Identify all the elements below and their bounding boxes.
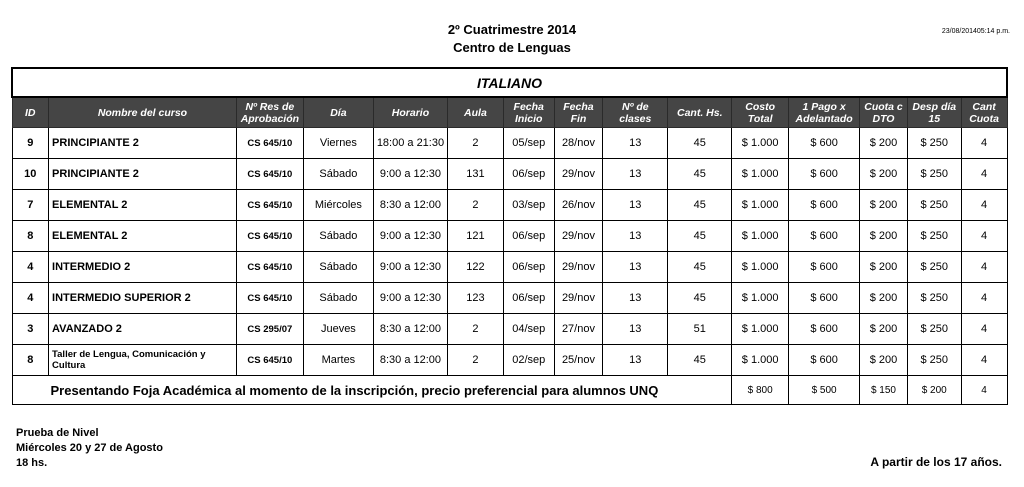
table-cell: 13: [603, 190, 668, 221]
table-cell: $ 600: [789, 345, 860, 376]
table-row: [12, 128, 1007, 159]
table-cell: 26/nov: [554, 190, 603, 221]
table-cell: Miércoles: [303, 190, 373, 221]
table-cell: 02/sep: [503, 345, 554, 376]
table-cell: 9:00 a 12:30: [373, 252, 447, 283]
table-cell: $ 1.000: [732, 190, 789, 221]
column-header: Desp día 15: [907, 97, 961, 128]
table-cell: 13: [603, 128, 668, 159]
age-requirement: A partir de los 17 años.: [870, 455, 1002, 469]
table-cell: 2: [448, 345, 504, 376]
table-cell: INTERMEDIO 2: [49, 252, 237, 283]
table-cell: 3: [12, 314, 49, 345]
table-cell: 131: [448, 159, 504, 190]
table-cell: 2: [448, 190, 504, 221]
table-cell: Sábado: [303, 283, 373, 314]
table-cell: $ 1.000: [732, 283, 789, 314]
table-cell: 25/nov: [554, 345, 603, 376]
table-cell: 27/nov: [554, 314, 603, 345]
level-test-info: [16, 426, 163, 471]
table-cell: $ 600: [789, 314, 860, 345]
table-cell: 18:00 a 21:30: [373, 128, 447, 159]
column-header: Nº de clases: [603, 97, 668, 128]
table-row: [12, 221, 1007, 252]
table-cell: 4: [961, 159, 1007, 190]
column-header: Horario: [373, 97, 447, 128]
table-cell: 06/sep: [503, 159, 554, 190]
table-cell: $ 250: [907, 345, 961, 376]
table-cell: $ 600: [789, 283, 860, 314]
table-cell: CS 645/10: [236, 159, 303, 190]
table-cell: CS 645/10: [236, 128, 303, 159]
footer-value: $ 200: [907, 376, 961, 405]
level-test-title: Prueba de Nivel: [16, 427, 99, 439]
column-header: Nº Res de Aprobación: [236, 97, 303, 128]
table-cell: $ 250: [907, 221, 961, 252]
table-cell: $ 200: [860, 314, 908, 345]
footer-value: $ 500: [789, 376, 860, 405]
level-test-dates: Miércoles 20 y 27 de Agosto: [16, 442, 163, 454]
table-row: [12, 252, 1007, 283]
table-cell: ELEMENTAL 2: [49, 190, 237, 221]
document-subtitle: Centro de Lenguas: [453, 40, 571, 55]
table-cell: 9:00 a 12:30: [373, 283, 447, 314]
table-cell: $ 250: [907, 314, 961, 345]
table-cell: 8:30 a 12:00: [373, 314, 447, 345]
table-cell: 4: [12, 283, 49, 314]
table-cell: $ 1.000: [732, 159, 789, 190]
table-cell: 8:30 a 12:00: [373, 190, 447, 221]
table-cell: PRINCIPIANTE 2: [49, 159, 237, 190]
table-footer-row: [12, 376, 1007, 405]
column-header: 1 Pago x Adelantado: [789, 97, 860, 128]
table-cell: 13: [603, 159, 668, 190]
table-cell: 28/nov: [554, 128, 603, 159]
table-cell: $ 200: [860, 128, 908, 159]
table-cell: 45: [668, 128, 732, 159]
column-header: Cuota c DTO: [860, 97, 908, 128]
table-cell: 06/sep: [503, 283, 554, 314]
table-cell: 4: [961, 283, 1007, 314]
table-title: ITALIANO: [12, 68, 1007, 97]
table-cell: $ 200: [860, 190, 908, 221]
table-cell: 29/nov: [554, 252, 603, 283]
table-cell: $ 250: [907, 159, 961, 190]
table-cell: $ 1.000: [732, 252, 789, 283]
table-cell: 8:30 a 12:00: [373, 345, 447, 376]
table-header-row: [12, 97, 1007, 128]
table-cell: Jueves: [303, 314, 373, 345]
table-cell: 45: [668, 283, 732, 314]
table-row: [12, 345, 1007, 376]
table-cell: 4: [12, 252, 49, 283]
table-cell: 4: [961, 252, 1007, 283]
table-cell: $ 250: [907, 190, 961, 221]
table-cell: 2: [448, 314, 504, 345]
table-cell: AVANZADO 2: [49, 314, 237, 345]
table-cell: Sábado: [303, 252, 373, 283]
table-row: [12, 190, 1007, 221]
table-cell: 2: [448, 128, 504, 159]
table-cell: 45: [668, 159, 732, 190]
table-cell: 4: [961, 221, 1007, 252]
table-cell: ELEMENTAL 2: [49, 221, 237, 252]
table-cell: 45: [668, 190, 732, 221]
table-cell: $ 1.000: [732, 314, 789, 345]
column-header: Aula: [448, 97, 504, 128]
table-cell: 8: [12, 345, 49, 376]
table-cell: $ 600: [789, 190, 860, 221]
table-cell: $ 600: [789, 252, 860, 283]
table-cell: Martes: [303, 345, 373, 376]
table-cell: CS 295/07: [236, 314, 303, 345]
column-header: Nombre del curso: [49, 97, 237, 128]
table-cell: 9:00 a 12:30: [373, 221, 447, 252]
table-cell: 9: [12, 128, 49, 159]
table-cell: $ 200: [860, 345, 908, 376]
table-cell: 123: [448, 283, 504, 314]
table-cell: $ 600: [789, 128, 860, 159]
table-cell: 06/sep: [503, 221, 554, 252]
table-cell: Sábado: [303, 159, 373, 190]
table-cell: 51: [668, 314, 732, 345]
table-cell: CS 645/10: [236, 283, 303, 314]
table-cell: CS 645/10: [236, 252, 303, 283]
footer-value: $ 800: [732, 376, 789, 405]
column-header: ID: [12, 97, 49, 128]
table-cell: 03/sep: [503, 190, 554, 221]
table-row: [12, 283, 1007, 314]
table-cell: 45: [668, 252, 732, 283]
table-cell: 4: [961, 314, 1007, 345]
column-header: Costo Total: [732, 97, 789, 128]
table-cell: $ 1.000: [732, 128, 789, 159]
table-row: [12, 159, 1007, 190]
table-cell: $ 200: [860, 283, 908, 314]
preferential-price-note: Presentando Foja Académica al momento de la inscripción, precio preferencial para alumnos UNQ: [12, 376, 732, 405]
column-header: Cant Cuota: [961, 97, 1007, 128]
table-cell: CS 645/10: [236, 221, 303, 252]
table-cell: 8: [12, 221, 49, 252]
table-cell: 4: [961, 190, 1007, 221]
table-cell: 4: [961, 128, 1007, 159]
table-cell: 13: [603, 283, 668, 314]
table-cell: $ 200: [860, 221, 908, 252]
table-cell: 13: [603, 345, 668, 376]
table-cell: 29/nov: [554, 283, 603, 314]
table-cell: $ 250: [907, 283, 961, 314]
table-cell: Taller de Lengua, Comunicación y Cultura: [49, 345, 237, 376]
table-cell: $ 600: [789, 221, 860, 252]
column-header: Día: [303, 97, 373, 128]
table-cell: $ 1.000: [732, 221, 789, 252]
column-header: Cant. Hs.: [668, 97, 732, 128]
table-cell: Sábado: [303, 221, 373, 252]
table-cell: 13: [603, 221, 668, 252]
table-cell: Viernes: [303, 128, 373, 159]
table-cell: 04/sep: [503, 314, 554, 345]
table-cell: INTERMEDIO SUPERIOR 2: [49, 283, 237, 314]
table-row: [12, 314, 1007, 345]
table-cell: 9:00 a 12:30: [373, 159, 447, 190]
table-cell: 06/sep: [503, 252, 554, 283]
table-cell: PRINCIPIANTE 2: [49, 128, 237, 159]
table-cell: $ 1.000: [732, 345, 789, 376]
table-cell: CS 645/10: [236, 190, 303, 221]
table-cell: 45: [668, 221, 732, 252]
course-table: [11, 67, 1008, 405]
table-cell: $ 250: [907, 252, 961, 283]
level-test-time: 18 hs.: [16, 457, 48, 469]
column-header: Fecha Inicio: [503, 97, 554, 128]
table-cell: $ 600: [789, 159, 860, 190]
table-cell: 05/sep: [503, 128, 554, 159]
table-cell: 4: [961, 345, 1007, 376]
footer-value: $ 150: [860, 376, 908, 405]
table-cell: $ 200: [860, 252, 908, 283]
column-header: Fecha Fin: [554, 97, 603, 128]
table-cell: 10: [12, 159, 49, 190]
table-cell: CS 645/10: [236, 345, 303, 376]
table-cell: 7: [12, 190, 49, 221]
table-cell: 122: [448, 252, 504, 283]
table-cell: 29/nov: [554, 221, 603, 252]
table-cell: 45: [668, 345, 732, 376]
footer-value: 4: [961, 376, 1007, 405]
table-cell: $ 200: [860, 159, 908, 190]
table-cell: 121: [448, 221, 504, 252]
table-cell: $ 250: [907, 128, 961, 159]
print-timestamp: 23/08/201405:14 p.m.: [941, 28, 1010, 35]
document-title: 2º Cuatrimestre 2014: [447, 22, 577, 37]
table-cell: 29/nov: [554, 159, 603, 190]
table-cell: 13: [603, 314, 668, 345]
table-cell: 13: [603, 252, 668, 283]
